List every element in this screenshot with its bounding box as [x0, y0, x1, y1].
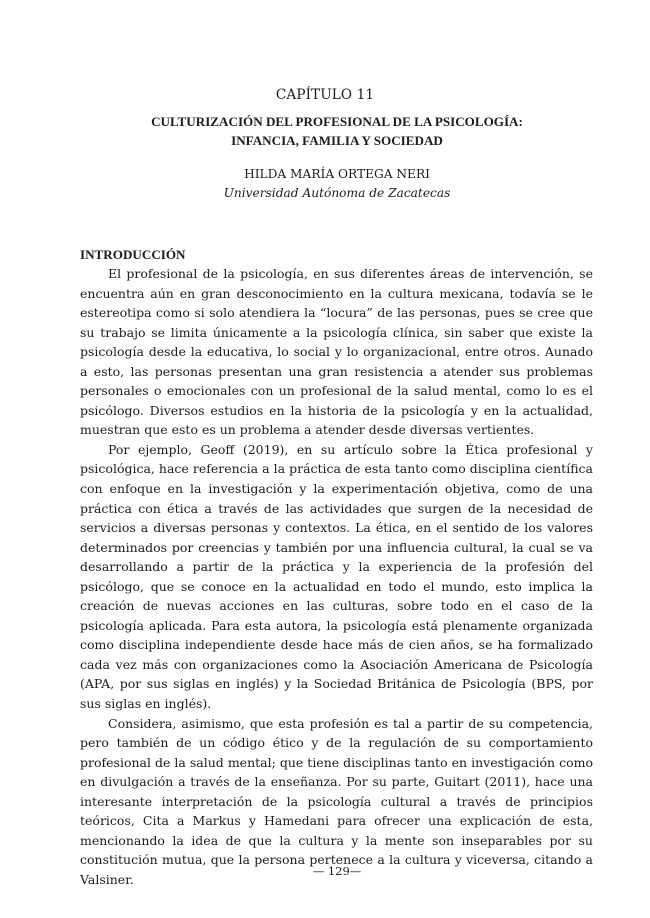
author-affiliation: Universidad Autónoma de Zacatecas [223, 186, 451, 200]
paragraph: Considera, asimismo, que esta profesión es tal a partir de su competencia, pero también de un código ético y de la regulación de su comportamiento profesional de la salud mental; que tiene disciplinas tanto en investigación como en divulgación a través de la enseñanza. Por su parte, Guitart (2011), hace una interesante interpretación de la psicología cultural a través de principios teóricos, Cita a Markus y Hamedani para ofrecer una explicación de esta, mencionando la idea de que la cultura y la mente son inseparables por su constitución mutua, que la persona pertenece a la cultura y viceversa, citando a Valsiner. [80, 715, 593, 887]
chapter-title [80, 113, 594, 151]
chapter-label: CAPÍTULO 11 [275, 87, 375, 103]
chapter-title-line-2: INFANCIA, FAMILIA Y SOCIEDAD [231, 134, 443, 148]
section-heading: INTRODUCCIÓN [80, 248, 186, 262]
chapter-title-line-1: CULTURIZACIÓN DEL PROFESIONAL DE LA PSICOLOGÍA: [151, 115, 523, 129]
page-number: — 129— [312, 864, 362, 878]
body-text [80, 264, 593, 890]
paragraph: El profesional de la psicología, en sus diferentes áreas de intervención, se encuentra aún en gran desconocimiento en la cultura mexicana, todavía se le estereotipa como si solo atendiera la “locura” de las personas, pues se cree que su trabajo se limita únicamente a la psicología clínica, sin saber que existe la psicología desde la educativa, lo social y lo organizacional, entre otros. Aunado a esto, las personas presentan una gran resistencia a atender sus problemas personales o emocionales con un profesional de la salud mental, como lo es el psicólogo. Diversos estudios en la historia de la psicología y en la actualidad, muestran que esto es un problema a atender desde diversas vertientes. [80, 266, 593, 438]
paragraph: Por ejemplo, Geoff (2019), en su artículo sobre la Ética profesional y psicológica, hace referencia a la práctica de esta tanto como disciplina científica con enfoque en la investigación y la experimentación objetiva, como de una práctica con ética a través de las actividades que surgen de la necesidad de servicios a diversas personas y contextos. La ética, en el sentido de los valores determinados por creencias y también por una influencia cultural, la cual se va desarrollando a partir de la práctica y la experiencia de la profesión del psicólogo, que se conoce en la actualidad en todo el mundo, esto implica la creación de nuevas acciones en las culturas, sobre todo en el caso de la psicología aplicada. Para esta autora, la psicología está plenamente organizada como disciplina independiente desde hace más de cien años, se ha formalizado cada vez más con organizaciones como la Asociación Americana de Psicología (APA, por sus siglas en inglés) y la Sociedad Británica de Psicología (BPS, por sus siglas en inglés). [80, 441, 593, 712]
author-name: HILDA MARÍA ORTEGA NERI [244, 167, 430, 181]
